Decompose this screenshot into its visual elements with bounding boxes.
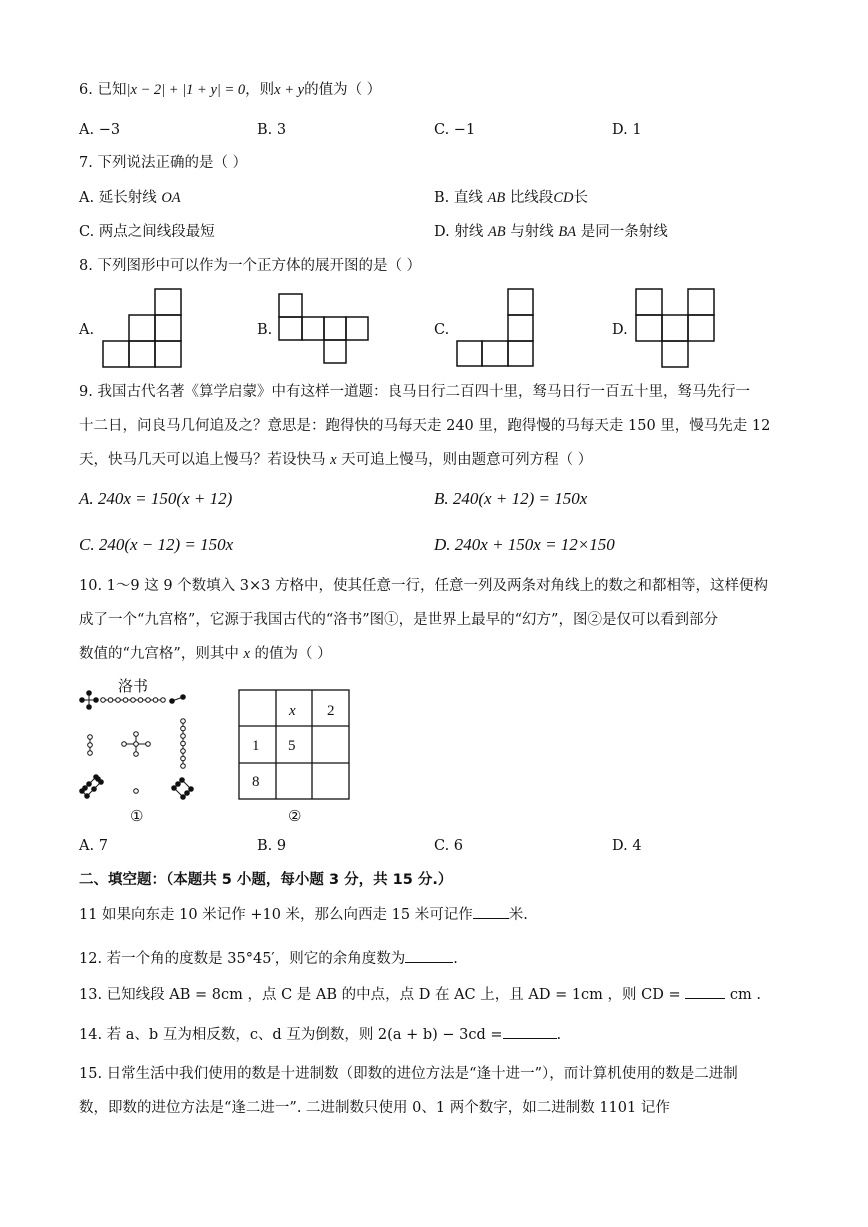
q9-option-d: D. 240x + 150x = 12×150 [434, 535, 615, 554]
q7-stem: 7. 下列说法正确的是（ ） [79, 155, 248, 171]
q7-option-b: B. 直线 AB 比线段CD长 [434, 190, 588, 206]
q7-option-a: A. 延长射线 OA [79, 190, 181, 206]
q6-option-d: D. 1 [612, 122, 642, 138]
q6-stem: 6. 已知|x − 2| + |1 + y| = 0，则x + y的值为（ ） [79, 82, 382, 98]
q13: 13. 已知线段 AB = 8cm ，点 C 是 AB 的中点，点 D 在 AC 上，且 AD = 1cm ，则 CD = cm . [79, 984, 761, 1005]
q10-option-c: C. 6 [434, 838, 464, 854]
q12: 12. 若一个角的度数是 35°45′，则它的余角度数为 . [79, 948, 458, 969]
q8-label-a: A. [79, 322, 95, 338]
q14: 14. 若 a、b 互为相反数，c、d 互为倒数，则 2(a + b) − 3cd = . [79, 1024, 561, 1045]
q10-option-a: A. 7 [79, 838, 108, 854]
q12-answer-blank[interactable] [405, 948, 453, 963]
q8-label-c: C. [434, 322, 450, 338]
q6-expression: |x − 2| + |1 + y| = 0 [126, 82, 246, 98]
q9-line-2: 十二日，问良马几何追及之？意思是：跑得快的马每天走 240 里，跑得慢的马每天走 150 里，慢马先走 12 [79, 418, 771, 434]
q9-option-b: B. 240(x + 12) = 150x [434, 489, 588, 508]
q10-line-2: 成了一个“九宫格”，它源于我国古代的“洛书”图①，是世界上最早的“幻方”，图②是仅可以看到部分 [79, 612, 718, 628]
q15-line-2: 数，即数的进位方法是“逢二进一”. 二进制数只使用 0、1 两个数字，如二进制数 1101 记作 [79, 1100, 670, 1116]
luoshu-title: 洛书 [118, 677, 149, 695]
figure-2-label: ② [288, 807, 302, 825]
grid-cell-r3c1: 8 [252, 774, 260, 790]
q10-line-3: 数值的“九宫格”，则其中 x 的值为（ ） [79, 646, 332, 662]
q9-line-1: 9. 我国古代名著《算学启蒙》中有这样一道题：良马日行二百四十里，驽马日行一百五十里，驽马先行一 [79, 384, 750, 400]
figure-1-label: ① [130, 807, 144, 825]
q7-option-c: C. 两点之间线段最短 [79, 224, 215, 240]
grid-cell-r2c1: 1 [252, 738, 260, 754]
q15-line-1: 15. 日常生活中我们使用的数是十进制数（即数的进位方法是“逢十进一”），而计算机使用的数是二进制 [79, 1066, 738, 1082]
q10-line-1: 10. 1～9 这 9 个数填入 3×3 方格中，使其任意一行，任意一列及两条对角线上的数之和都相等，这样便构 [79, 578, 768, 594]
q7-option-d: D. 射线 AB 与射线 BA 是同一条射线 [434, 224, 668, 240]
q8-stem: 8. 下列图形中可以作为一个正方体的展开图的是（ ） [79, 258, 422, 274]
q9-line-3: 天，快马几天可以追上慢马？若设快马 x 天可追上慢马，则由题意可列方程（ ） [79, 452, 593, 468]
grid-cell-r2c2: 5 [288, 738, 296, 754]
q9-option-c: C. 240(x − 12) = 150x [79, 535, 234, 554]
q6-option-a: A. −3 [79, 122, 121, 138]
q8-label-d: D. [612, 322, 628, 338]
q14-answer-blank[interactable] [503, 1024, 557, 1039]
section-2-heading: 二、填空题：（本题共 5 小题，每小题 3 分，共 15 分.） [79, 872, 453, 888]
q10-option-b: B. 9 [257, 838, 287, 854]
q11-answer-blank[interactable] [473, 904, 509, 919]
q6-option-b: B. 3 [257, 122, 287, 138]
grid-cell-r1c3: 2 [327, 703, 335, 719]
q13-answer-blank[interactable] [685, 984, 725, 999]
q10-option-d: D. 4 [612, 838, 642, 854]
q9-option-a: A. 240x = 150(x + 12) [79, 489, 233, 508]
grid-cell-r1c2: x [289, 703, 296, 719]
q11: 11 如果向东走 10 米记作 +10 米，那么向西走 15 米可记作 米. [79, 904, 528, 925]
q8-label-b: B. [257, 322, 273, 338]
q6-option-c: C. −1 [434, 122, 476, 138]
